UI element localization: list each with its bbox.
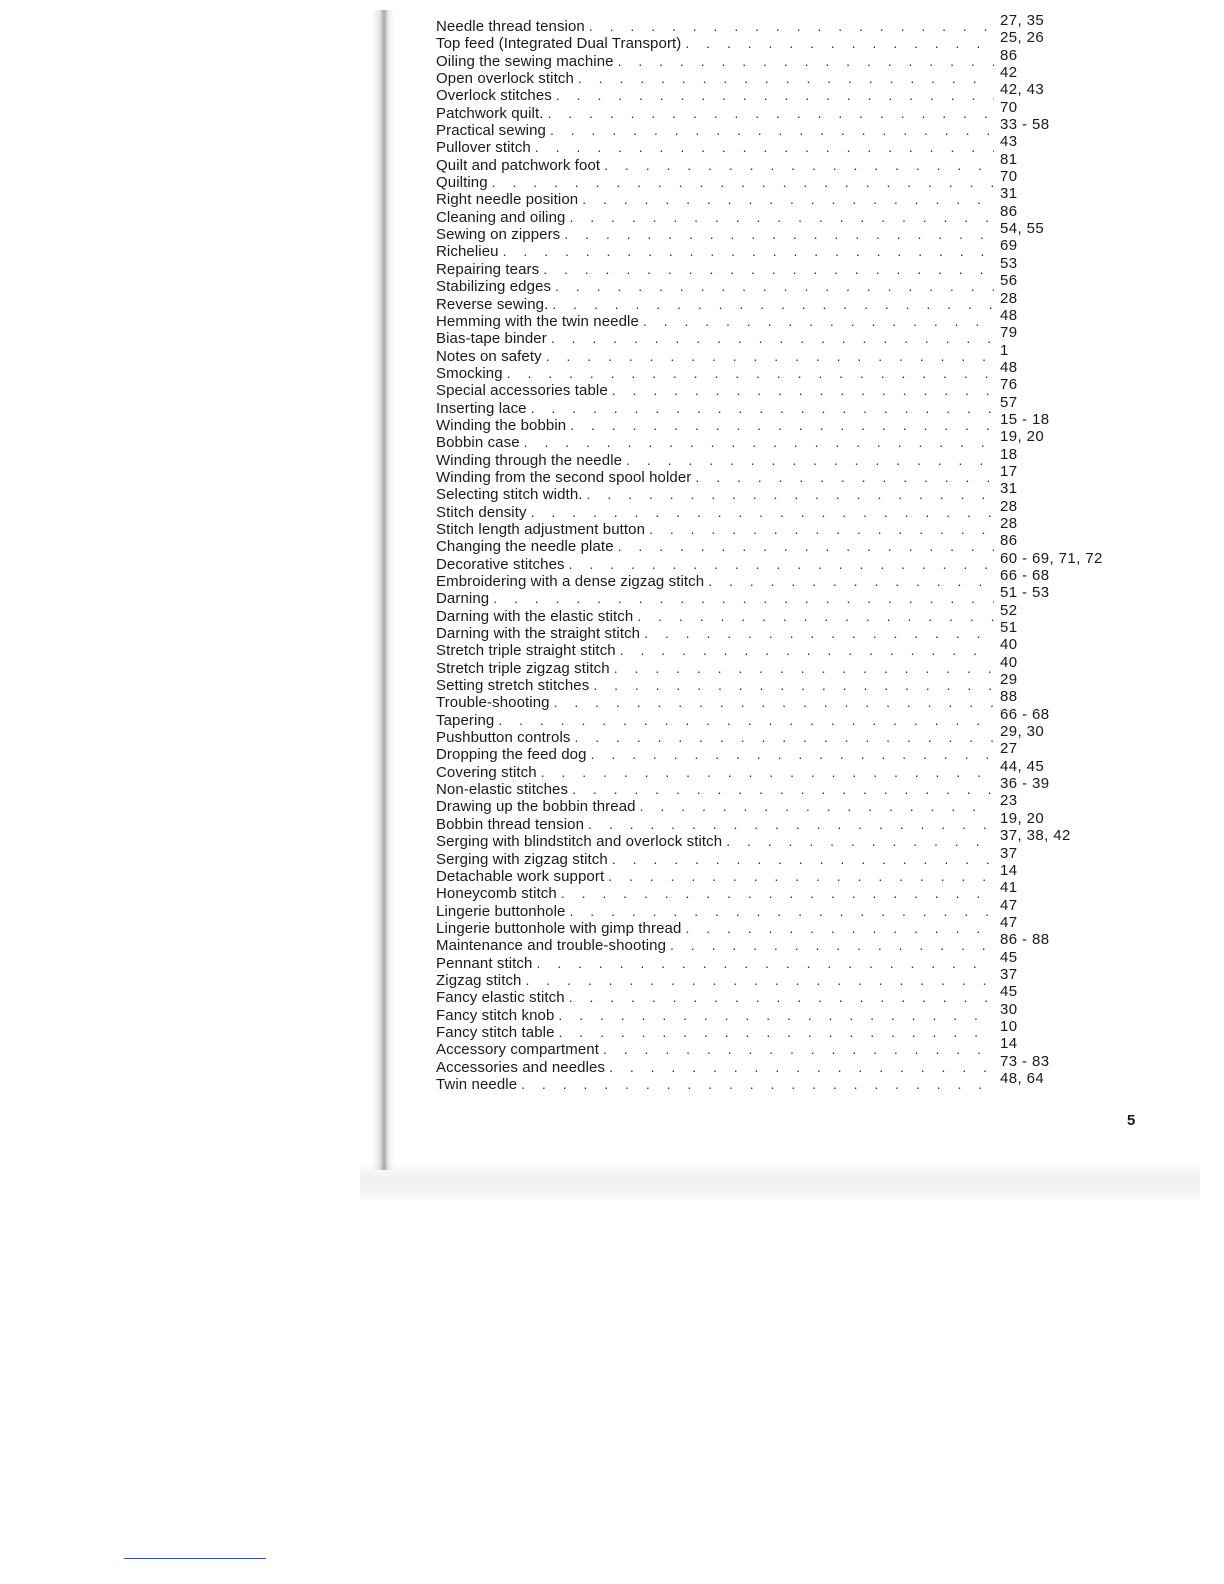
index-term: Repairing tears (436, 260, 540, 278)
index-pages: 69 (1000, 237, 1018, 255)
dot-leader (558, 1007, 994, 1024)
index-pages: 18 (1000, 445, 1018, 463)
index-pages: 76 (1000, 376, 1018, 394)
dot-leader (620, 642, 994, 659)
index-term: Lingerie buttonhole (436, 902, 566, 920)
dot-leader (543, 261, 994, 278)
index-term: Zigzag stitch (436, 971, 522, 989)
dot-leader (564, 226, 994, 243)
index-term: Quilting (436, 174, 488, 192)
index-term: Fancy elastic stitch (436, 989, 565, 1007)
index-term: Inserting lace (436, 399, 527, 417)
index-term: Selecting stitch width. (436, 486, 583, 504)
index-pages: 25, 26 (1000, 29, 1045, 47)
dot-leader (670, 937, 994, 954)
dot-leader (587, 486, 994, 503)
dot-leader (618, 53, 994, 70)
index-term: Pullover stitch (436, 139, 531, 157)
dot-leader (608, 868, 994, 885)
index-term: Smocking (436, 364, 503, 382)
index-term: Hemming with the twin needle (436, 312, 639, 330)
index-term: Cleaning and oiling (436, 208, 566, 226)
index-term: Stitch density (436, 503, 527, 521)
index-pages: 48, 64 (1000, 1069, 1045, 1087)
index-term: Stretch triple zigzag stitch (436, 659, 610, 677)
index-pages: 86 (1000, 532, 1018, 550)
scan-binding-shadow (372, 10, 394, 1170)
index-term: Bobbin thread tension (436, 815, 585, 833)
index-term: Fancy stitch table (436, 1023, 555, 1041)
index-term: Pennant stitch (436, 954, 533, 972)
index-term: Drawing up the bobbin thread (436, 798, 636, 816)
index-term: Richelieu (436, 243, 499, 261)
dot-leader (498, 712, 994, 729)
index-pages: 52 (1000, 601, 1018, 619)
index-pages: 41 (1000, 879, 1018, 897)
index-term: Oiling the sewing machine (436, 52, 614, 70)
index-pages: 45 (1000, 948, 1018, 966)
dot-leader (492, 174, 994, 191)
index-pages: 29, 30 (1000, 723, 1045, 741)
index-pages: 66 - 68 (1000, 567, 1050, 584)
index-term: Sewing on zippers (436, 226, 561, 244)
index-pages: 48 (1000, 358, 1018, 376)
index-pages: 70 (1000, 98, 1018, 116)
dot-leader (569, 556, 994, 573)
dot-leader (570, 417, 994, 434)
index-term: Practical sewing (436, 122, 546, 140)
index-list (436, 12, 1136, 1093)
index-term: Twin needle (436, 1075, 518, 1093)
index-term: Winding the bobbin (436, 416, 567, 434)
dot-leader (612, 382, 994, 399)
footer-rule (124, 1558, 266, 1559)
index-term: Notes on safety (436, 347, 542, 365)
index-pages: 15 - 18 (1000, 410, 1050, 428)
dot-leader (572, 781, 994, 798)
index-pages: 37 (1000, 965, 1018, 983)
index-term: Maintenance and trouble-shooting (436, 937, 667, 955)
index-pages: 19, 20 (1000, 809, 1045, 827)
dot-leader (555, 278, 994, 295)
index-term: Trouble-shooting (436, 694, 550, 712)
scan-bottom-shadow (360, 1162, 1200, 1202)
index-pages: 10 (1000, 1017, 1018, 1035)
dot-leader (524, 434, 994, 451)
index-pages: 43 (1000, 133, 1018, 151)
index-term: Detachable work support (436, 867, 605, 885)
index-pages: 53 (1000, 254, 1018, 272)
index-term: Honeycomb stitch (436, 885, 557, 903)
index-pages: 14 (1000, 1035, 1018, 1053)
index-pages: 31 (1000, 480, 1018, 498)
index-term: Bias-tape binder (436, 330, 547, 348)
dot-leader (637, 608, 994, 625)
index-term: Changing the needle plate (436, 538, 614, 556)
index-pages: 30 (1000, 1000, 1018, 1018)
dot-leader (614, 660, 994, 677)
index-pages: 28 (1000, 289, 1018, 307)
index-pages: 42 (1000, 64, 1018, 82)
dot-leader (695, 469, 994, 486)
index-pages: 54, 55 (1000, 220, 1045, 238)
dot-leader (531, 400, 994, 417)
index-pages: 73 - 83 (1000, 1052, 1050, 1070)
dot-leader (526, 972, 995, 989)
dot-leader (541, 764, 994, 781)
dot-leader (593, 677, 994, 694)
index-term: Stabilizing edges (436, 278, 552, 296)
index-term: Stitch length adjustment button (436, 520, 646, 538)
dot-leader (708, 573, 994, 590)
index-term: Needle thread tension (436, 18, 585, 35)
index-pages: 66 - 68 (1000, 705, 1050, 723)
dot-leader (589, 18, 994, 35)
page-number: 5 (1127, 1112, 1136, 1129)
index-term: Lingerie buttonhole with gimp thread (436, 919, 682, 937)
index-pages: 86 (1000, 46, 1018, 64)
index-pages: 27, 35 (1000, 12, 1045, 29)
index-term: Special accessories table (436, 382, 608, 400)
index-pages: 40 (1000, 636, 1018, 654)
dot-leader (550, 122, 994, 139)
dot-leader (521, 1076, 994, 1093)
dot-leader (603, 1041, 994, 1058)
index-pages: 86 (1000, 202, 1018, 220)
index-term: Darning with the elastic stitch (436, 607, 634, 625)
index-term: Tapering (436, 711, 495, 729)
index-pages: 27 (1000, 740, 1018, 758)
dot-leader (507, 365, 994, 382)
index-term: Setting stretch stitches (436, 677, 590, 695)
index-pages: 1 (1000, 341, 1009, 359)
index-pages: 31 (1000, 185, 1018, 203)
dot-leader (609, 1059, 994, 1076)
index-term: Covering stitch (436, 763, 537, 781)
index-pages: 60 - 69, 71, 72 (1000, 549, 1103, 567)
index-pages: 56 (1000, 272, 1018, 290)
index-pages: 19, 20 (1000, 428, 1045, 446)
dot-leader (643, 313, 994, 330)
dot-leader (554, 694, 994, 711)
index-term: Stretch triple straight stitch (436, 642, 616, 660)
index-entry (436, 1069, 1136, 1093)
index-term: Non-elastic stitches (436, 781, 569, 799)
index-term: Fancy stitch knob (436, 1006, 555, 1024)
dot-leader (556, 87, 994, 104)
dot-leader (547, 105, 994, 122)
index-term: Accessories and needles (436, 1058, 606, 1076)
index-term: Top feed (Integrated Dual Transport) (436, 35, 682, 53)
dot-leader (531, 504, 994, 521)
index-pages: 45 (1000, 983, 1018, 1001)
dot-leader (570, 209, 995, 226)
index-pages: 70 (1000, 168, 1018, 186)
index-term: Decorative stitches (436, 555, 565, 573)
index-pages: 51 (1000, 619, 1018, 637)
dot-leader (559, 1024, 994, 1041)
index-pages: 86 - 88 (1000, 931, 1050, 949)
dot-leader (685, 920, 994, 937)
index-term: Pushbutton controls (436, 729, 571, 747)
dot-leader (644, 625, 994, 642)
index-pages: 48 (1000, 306, 1018, 324)
index-pages: 57 (1000, 393, 1018, 411)
dot-leader (551, 330, 994, 347)
dot-leader (535, 139, 994, 156)
index-pages: 37 (1000, 844, 1018, 862)
index-term: Darning (436, 590, 490, 608)
dot-leader (503, 243, 994, 260)
index-pages: 28 (1000, 514, 1018, 532)
index-pages: 14 (1000, 861, 1018, 879)
dot-leader (578, 70, 994, 87)
index-term: Darning with the straight stitch (436, 625, 641, 643)
index-pages: 33 - 58 (1000, 116, 1050, 134)
index-term: Accessory compartment (436, 1041, 599, 1059)
dot-leader (604, 157, 994, 174)
dot-leader (640, 798, 994, 815)
dot-leader (561, 885, 994, 902)
index-pages: 36 - 39 (1000, 775, 1050, 793)
dot-leader (626, 452, 994, 469)
index-pages: 29 (1000, 671, 1018, 689)
index-pages: 79 (1000, 324, 1018, 342)
index-term: Open overlock stitch (436, 70, 574, 88)
index-term: Quilt and patchwork foot (436, 156, 601, 174)
dot-leader (536, 955, 994, 972)
index-pages: 40 (1000, 653, 1018, 671)
index-pages: 37, 38, 42 (1000, 827, 1071, 845)
index-pages: 44, 45 (1000, 757, 1045, 775)
dot-leader (546, 348, 994, 365)
dot-leader (493, 590, 994, 607)
index-term: Reverse sewing. (436, 295, 549, 313)
index-pages: 81 (1000, 150, 1018, 168)
index-term: Dropping the feed dog (436, 746, 587, 764)
index-term: Patchwork quilt. (436, 104, 544, 122)
dot-leader (618, 538, 994, 555)
index-term: Right needle position (436, 191, 579, 209)
dot-leader (570, 903, 994, 920)
dot-leader (588, 816, 994, 833)
dot-leader (612, 851, 994, 868)
index-term: Winding through the needle (436, 451, 623, 469)
index-term: Overlock stitches (436, 87, 552, 105)
dot-leader (569, 989, 994, 1006)
dot-leader (726, 833, 994, 850)
index-pages: 47 (1000, 896, 1018, 914)
index-term: Bobbin case (436, 434, 520, 452)
dot-leader (582, 191, 994, 208)
index-pages: 88 (1000, 688, 1018, 706)
dot-leader (591, 746, 994, 763)
dot-leader (552, 296, 994, 313)
index-term: Winding from the second spool holder (436, 468, 692, 486)
index-term: Serging with zigzag stitch (436, 850, 608, 868)
index-pages: 42, 43 (1000, 81, 1045, 99)
dot-leader (574, 729, 994, 746)
dot-leader (649, 521, 994, 538)
index-pages: 51 - 53 (1000, 584, 1050, 602)
index-pages: 47 (1000, 913, 1018, 931)
dot-leader (685, 35, 994, 52)
index-pages: 23 (1000, 792, 1018, 810)
index-term: Serging with blindstitch and overlock stitch (436, 833, 723, 851)
index-pages: 17 (1000, 462, 1018, 480)
index-pages: 28 (1000, 497, 1018, 515)
index-term: Embroidering with a dense zigzag stitch (436, 573, 705, 590)
